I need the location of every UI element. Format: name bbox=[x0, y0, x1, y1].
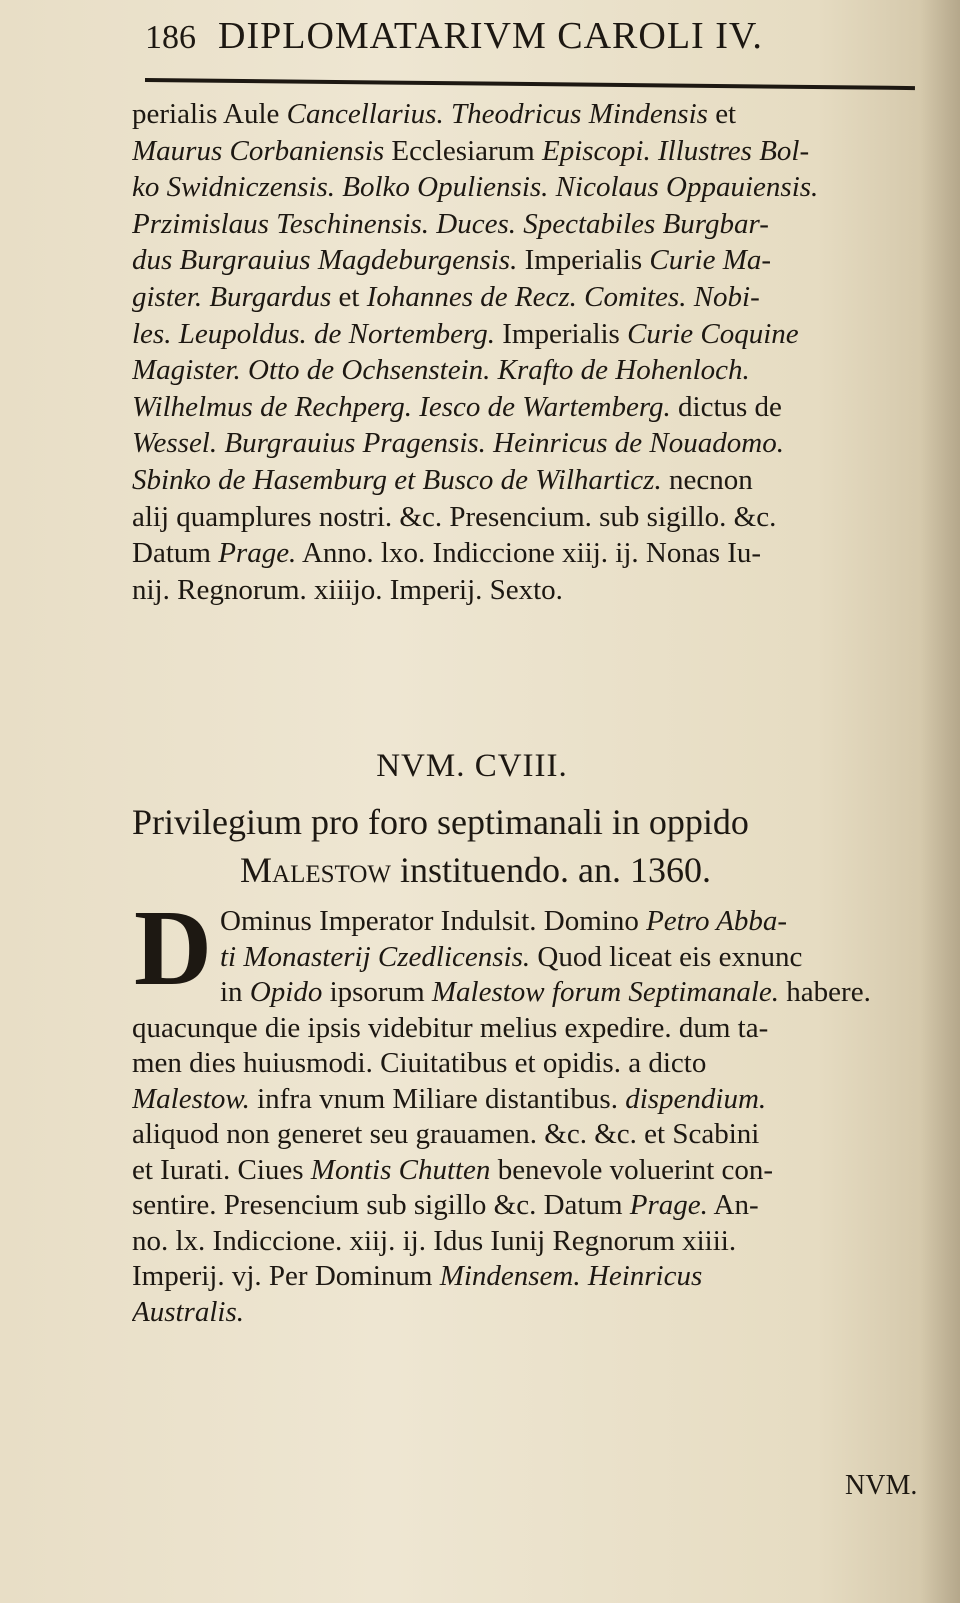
continued-text-line bbox=[132, 169, 932, 206]
italic-text: Opido bbox=[249, 976, 323, 1008]
continued-text-line bbox=[132, 462, 932, 499]
charter-body bbox=[132, 889, 932, 1330]
italic-text: Prage. bbox=[629, 1189, 708, 1221]
italic-text: les. Leupoldus. de Nortemberg. bbox=[132, 317, 496, 350]
roman-text: et bbox=[331, 280, 367, 313]
roman-text: Datum bbox=[132, 537, 219, 570]
italic-text: Heinricus bbox=[587, 1260, 703, 1292]
roman-text: no. lx. Indiccione. xiij. ij. Idus Iunij Regnorum xiiii. bbox=[132, 1224, 737, 1257]
charter-body-line bbox=[220, 975, 932, 1011]
roman-text: benevole voluerint con- bbox=[490, 1153, 774, 1186]
italic-text: Maurus Corbaniensis bbox=[132, 134, 385, 167]
charter-body-line bbox=[220, 940, 932, 976]
charter-body-line bbox=[132, 1188, 932, 1224]
italic-text: Magister. Otto de Ochsenstein. Krafto de Hohenloch. bbox=[132, 354, 750, 387]
drop-cap: D bbox=[134, 889, 212, 1008]
charter-body-line bbox=[220, 904, 932, 940]
italic-text: Przimislaus Teschinensis. Duces. Spectabiles Burgbar- bbox=[132, 207, 769, 240]
roman-text: Imperialis bbox=[495, 317, 628, 350]
italic-text: Petro Abba- bbox=[646, 905, 788, 937]
roman-text: necnon bbox=[661, 463, 753, 496]
italic-text: Sbinko de Hasemburg et Busco de Wilharticz. bbox=[132, 463, 662, 496]
roman-text: et Iurati. Ciues bbox=[132, 1153, 311, 1186]
italic-text: ko Swidniczensis. Bolko Opuliensis. Nicolaus Oppauiensis. bbox=[132, 171, 819, 204]
continued-text-line bbox=[132, 499, 932, 536]
italic-text: Wilhelmus de Rechperg. Iesco de Wartemberg. bbox=[132, 390, 671, 423]
charter-body-line bbox=[132, 1011, 932, 1047]
continued-text-line bbox=[132, 535, 932, 572]
roman-text: sentire. Presencium sub sigillo &c. Datum bbox=[132, 1189, 630, 1221]
roman-text: Quod liceat eis exnunc bbox=[530, 940, 803, 973]
roman-text: men dies huiusmodi. Ciuitatibus et opidis. a dicto bbox=[132, 1047, 707, 1079]
charter-body-line bbox=[132, 1046, 932, 1082]
roman-text: alij quamplures nostri. &c. Presencium. sub sigillo. &c. bbox=[132, 500, 777, 533]
italic-text: ti Monasterij Czedlicensis. bbox=[220, 940, 531, 973]
roman-text: Ominus Imperator Indulsit. Domino bbox=[220, 905, 647, 937]
continued-text-line bbox=[132, 352, 932, 389]
italic-text: Australis. bbox=[132, 1295, 244, 1328]
roman-text: aliquod non generet seu grauamen. &c. &c. et Scabini bbox=[132, 1118, 760, 1150]
roman-text: An- bbox=[707, 1189, 759, 1221]
running-head bbox=[145, 14, 905, 74]
continued-text-line bbox=[132, 206, 932, 243]
italic-text: Mindensem. bbox=[439, 1260, 581, 1292]
continued-text-line bbox=[132, 279, 932, 316]
continued-text-line bbox=[132, 425, 932, 462]
roman-text: Ecclesiarum bbox=[384, 134, 542, 167]
roman-text: nij. Regnorum. xiiijo. Imperij. Sexto. bbox=[132, 573, 563, 606]
roman-text: Imperialis bbox=[517, 244, 650, 277]
roman-text: in bbox=[220, 976, 250, 1008]
roman-text: perialis Aule bbox=[132, 98, 287, 130]
charter-body-line bbox=[132, 1082, 932, 1118]
charter-body-line bbox=[132, 1295, 932, 1331]
italic-text: Malestow forum Septimanale. bbox=[431, 976, 780, 1008]
italic-text: gister. Burgardus bbox=[132, 280, 332, 313]
continued-text-line bbox=[132, 389, 932, 426]
italic-text: Montis Chutten bbox=[310, 1153, 491, 1186]
place-name: Malestow bbox=[240, 850, 391, 890]
page-number: 186 bbox=[145, 19, 196, 56]
italic-text: Cancellarius. Theodricus Mindensis bbox=[286, 98, 708, 130]
italic-text: dus Burgrauius Magdeburgensis. bbox=[132, 244, 518, 277]
italic-text: Curie Ma- bbox=[649, 244, 772, 277]
running-title: DIPLOMATARIVM CAROLI IV. bbox=[218, 15, 763, 57]
document-title-line-2 bbox=[132, 846, 932, 894]
charter-body-line bbox=[132, 1224, 932, 1260]
section-number: NVM. CVIII. bbox=[376, 748, 568, 784]
document-title bbox=[132, 798, 932, 894]
charter-body-line bbox=[132, 1117, 932, 1153]
header-rule bbox=[145, 78, 915, 90]
document-title-line-1: Privilegium pro foro septimanali in oppido bbox=[132, 802, 749, 842]
italic-text: Prage. bbox=[218, 537, 297, 570]
roman-text: habere. bbox=[779, 976, 871, 1008]
continued-text-line bbox=[132, 96, 932, 133]
roman-text bbox=[581, 1260, 588, 1292]
continued-text-line bbox=[132, 242, 932, 279]
roman-text: infra vnum Miliare distantibus. bbox=[249, 1082, 626, 1115]
document-title-line-2-rest: instituendo. an. 1360. bbox=[390, 850, 711, 890]
roman-text: Imperij. vj. Per Dominum bbox=[132, 1260, 440, 1292]
continued-text-line bbox=[132, 133, 932, 170]
roman-text: ipsorum bbox=[322, 976, 432, 1008]
italic-text: Malestow. bbox=[132, 1082, 250, 1115]
italic-text: Curie Coquine bbox=[627, 317, 799, 350]
charter-body-line bbox=[132, 1153, 932, 1189]
roman-text: et bbox=[707, 98, 737, 130]
continued-text-block bbox=[132, 96, 932, 608]
italic-text: Wessel. Burgrauius Pragensis. Heinricus de Nouadomo. bbox=[132, 427, 784, 460]
charter-body-line bbox=[132, 1259, 932, 1295]
italic-text: dispendium. bbox=[625, 1082, 767, 1115]
continued-text-line bbox=[132, 316, 932, 353]
roman-text: Anno. lxo. Indiccione xiij. ij. Nonas Iu- bbox=[296, 537, 762, 570]
roman-text: dictus de bbox=[670, 390, 782, 423]
catchword: NVM. bbox=[845, 1470, 918, 1501]
continued-text-line bbox=[132, 572, 932, 609]
italic-text: Episcopi. Illustres Bol- bbox=[542, 134, 810, 167]
roman-text: quacunque die ipsis videbitur melius expedire. dum ta- bbox=[132, 1011, 769, 1044]
italic-text: Iohannes de Recz. Comites. Nobi- bbox=[366, 280, 760, 313]
